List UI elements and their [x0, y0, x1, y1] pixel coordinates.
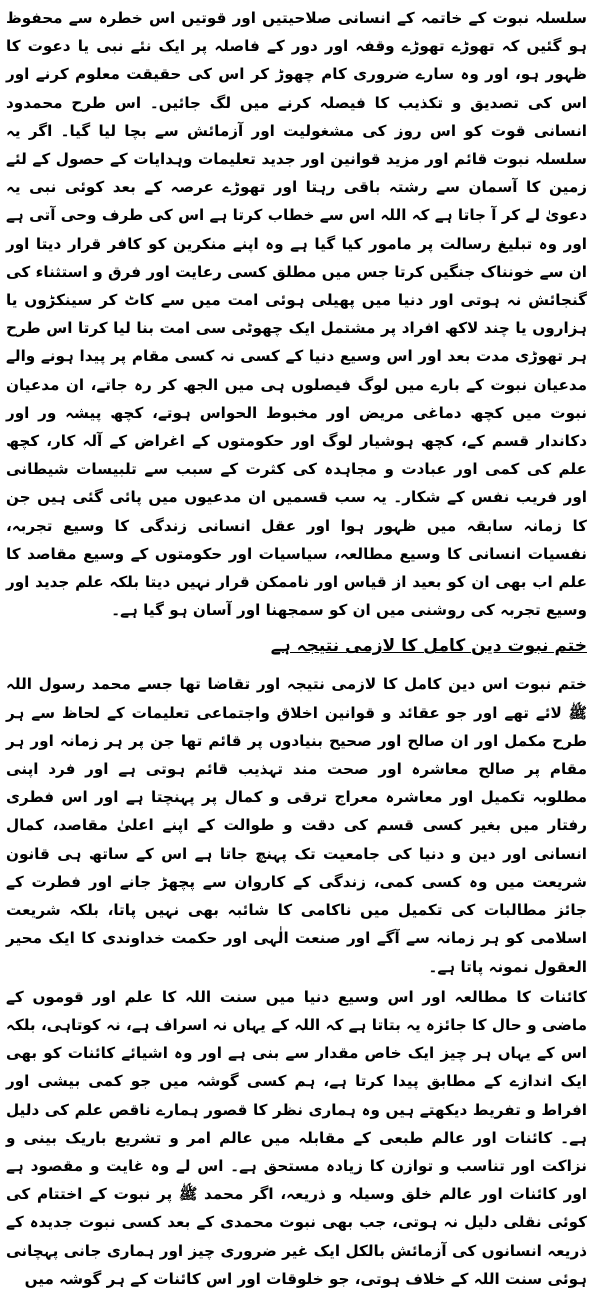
section-heading: ختم نبوت دین کامل کا لازمی نتیجہ ہے	[270, 636, 587, 657]
paragraph-1: سلسلہ نبوت کے خاتمہ کے انسانی صلاحیتیں اور قوتیں اس خطرہ سے محفوظ ہو گئیں کہ تھوڑے تھوڑے وقفہ اور دور کے فاصلہ پر ایک نئے نبی یا دعوت کا ظہور ہو، اور وہ سارے ضروری کام چھوڑ کر اس کی حقیقت معلوم کرنے اور اس کی تصدیق و تکذیب کا فیصلہ کرنے میں لگ جائیں۔ اس طرح محمدود انسانی قوت کو اس روز کی مشغولیت اور آزمائش سے بچا لیا گیا۔ اگر یہ سلسلہ نبوت قائم اور مزید قوانین اور جدید تعلیمات وہدایات کے حصول کے لئے زمین کا آسمان سے رشتہ باقی رہتا اور تھوڑے عرصہ کے بعد کوئی نبی یہ دعویٰ لے کر آ جاتا ہے کہ اللہ اس سے خطاب کرتا ہے اس کی طرف وحی آتی ہے اور وہ تبلیغ رسالت پر مامور کیا گیا ہے وہ اپنے منکرین کو کافر قرار دیتا اور ان سے خونناک جنگیں کرتا جس میں مطلق کسی رعایت اور فرق و استثناء کی گنجائش نہ ہوتی اور دنیا میں پھیلی ہوئی امت میں سے کاٹ کر سینکڑوں یا ہزاروں یا چند لاکھ افراد پر مشتمل ایک چھوٹی سی امت بنا لیا کرتا اس طرح ہر تھوڑی مدت بعد اور اس وسیع دنیا کے کسی نہ کسی مقام پر پیدا ہونے والے مدعیان نبوت کے بارے میں لوگ فیصلوں ہی میں الجھ کر رہ جاتے، ان مدعیان نبوت میں کچھ دماغی مریض اور مخبوط الحواس ہوتے، کچھ پیشہ ور اور دکاندار قسم کے، کچھ ہوشیار لوگ اور حکومتوں کے اغراض کے آلہ کار، کچھ علم کی کمی اور عبادت و مجاہدہ کی کثرت کے سبب سے تلبیسات شیطانی اور فریب نفس کے شکار۔ یہ سب قسمیں ان مدعیوں میں پائی گئی ہیں جن کا زمانہ سابقہ میں ظہور ہوا اور عقل انسانی زندگی کا وسیع تجربہ، نفسیات انسانی کا وسیع مطالعہ، سیاسیات اور حکومتوں کے وسیع مقاصد کا علم اب بھی ان کو بعید از قیاس اور ناممکن قرار نہیں دیتا بلکہ علم جدید اور وسیع تجربہ کی روشنی میں ان کو سمجھنا اور آسان ہو گیا ہے۔	[6, 9, 587, 620]
paragraph-3: کائنات کا مطالعہ اور اس وسیع دنیا میں سنت اللہ کا علم اور قوموں کے ماضی و حال کا جائزہ یہ بتاتا ہے کہ اللہ کے یہاں نہ اسراف ہے، نہ کوتاہی، بلکہ اس کے یہاں ہر چیز ایک خاص مقدار سے بنی ہے اور وہ اشیائے کائنات کو بھی ایک اندازے کے مطابق پیدا کرتا ہے، ہم کسی گوشہ میں جو کمی بیشی اور افراط و تفریط دیکھتے ہیں وہ ہماری نظر کا قصور ہمارے ناقص علم کی دلیل ہے۔ کائنات اور عالم طبعی کے مقابلہ میں عالم امر و تشریع باریک بینی و نزاکت اور تناسب و توازن کا زیادہ مستحق ہے۔ اس لے وہ غایت و مقصود ہے اور کائنات اور عالم خلق وسیلہ و ذریعہ، اگر محمد ﷺ پر نبوت کے اختتام کی کوئی نقلی دلیل نہ ہوتی، جب بھی نبوت محمدی کے بعد کسی نبوت جدیدہ کے ذریعہ انسانوں کی آزمائش بالکل ایک غیر ضروری چیز اور ہماری جانی پہچانی ہوئی سنت اللہ کے خلاف ہوتی، جو خلوقات اور اس کائنات کے ہر گوشہ میں	[6, 987, 587, 1288]
paragraph-2: ختم نبوت اس دین کامل کا لازمی نتیجہ اور تقاضا تھا جسے محمد رسول اللہ ﷺ لائے تھے اور جو عقائد و قوانین اخلاق واجتماعی تعلیمات کے لحاظ سے ہر طرح مکمل اور ان صالح اور صحیح بنیادوں پر قائم تھا جن پر ہر زمانہ اور ہر مقام پر صالح معاشرہ اور صحت مند تہذیب قائم ہوتی ہے اور فرد اپنی مطلوبہ تکمیل اور معاشرہ معراج ترقی و کمال پر پہنچتا ہے اور اس فطری رفتار میں بغیر کسی قسم کی دقت و طوالت کے اپنے اعلیٰ مقاصد، کمال انسانی اور دین و دنیا کی جامعیت تک پہنچ جاتا ہے اس کے ساتھ ہی قانون شریعت میں وہ کسی کمی، زندگی کے کاروان سے پچھڑ جانے اور فطرت کے جائز مطالبات کی تکمیل میں ناکامی کا شائبہ بھی نہیں پاتا، بلکہ شریعت اسلامی کو ہر زمانہ سے آگے اور صنعت الٰہی اور حکمت خداوندی کا ایک محیر العقول نمونہ پاتا ہے۔	[6, 675, 587, 976]
